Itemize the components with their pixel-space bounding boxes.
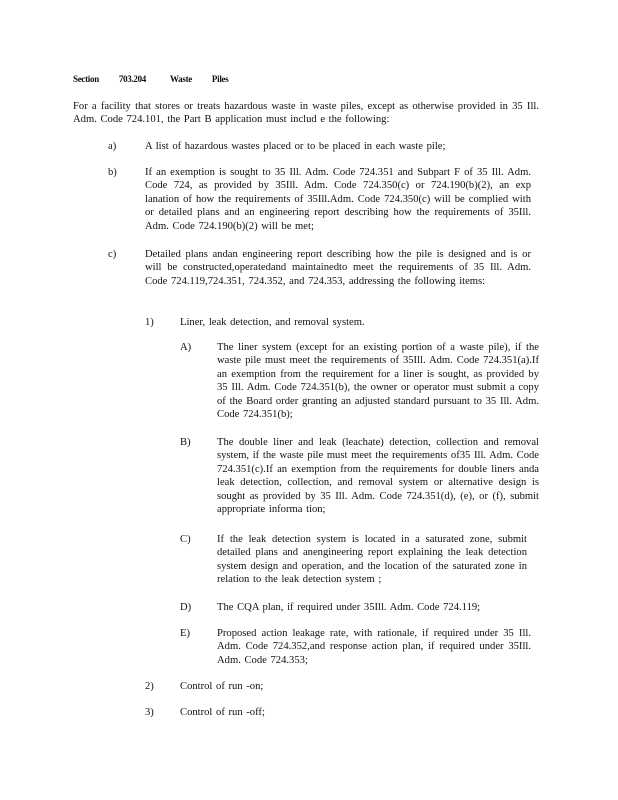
item-c1e-label: E) bbox=[180, 628, 190, 639]
section-title-word-1: Waste bbox=[169, 74, 192, 84]
item-c2-text: Control of run -on; bbox=[180, 681, 264, 692]
item-c1-text: Liner, leak detection, and removal system. bbox=[180, 317, 365, 328]
item-c-label: c) bbox=[108, 249, 117, 260]
item-c3-text: Control of run -off; bbox=[180, 707, 265, 718]
item-c1b-text: The double liner and leak (leachate) detection, collection and removal system, if the waste pile must meet the requirements of35 Ill. Adm. Code 724.351(c).If an exemption from the requirements for double liners anda leak detection, collection, and removal system or alternative design is sought as provided by 35 Ill. Adm. Code 724.351(d), (e), or (f), submit appropriate informa tion; bbox=[217, 437, 539, 516]
item-c1c-text: If the leak detection system is located in a saturated zone, submit detailed plans and anengineering report explaining the leak detection system design and operation, and the location of the saturated zone in relation to the leak detection system ; bbox=[217, 534, 527, 586]
item-c1-label: 1) bbox=[145, 317, 154, 328]
item-a-label: a) bbox=[108, 141, 117, 152]
item-c3-label: 3) bbox=[145, 707, 154, 718]
intro-paragraph: For a facility that stores or treats hazardous waste in waste piles, except as otherwise provided in 35 Ill. Adm. Code 724.101, the Part B application must includ e the following: bbox=[73, 101, 539, 126]
item-c1c-label: C) bbox=[180, 534, 191, 545]
section-word: Section bbox=[73, 74, 99, 84]
item-b-text: If an exemption is sought to 35 Ill. Adm. Code 724.351 and Subpart F of 35 Ill. Adm. Code 724, as provided by 35Ill. Adm. Code 724.350(c) or 724.190(b)(2), an exp lanation of how the requirements of 35Ill.Adm. Code 724.350(c) will be complied with or detailed plans and an engineering report describing how the requirements of 35Ill. Adm. Code 724.190(b)(2) will be met; bbox=[145, 167, 531, 232]
item-c1d-text: The CQA plan, if required under 35Ill. Adm. Code 724.119; bbox=[217, 602, 481, 613]
section-heading bbox=[73, 74, 228, 84]
section-number: 703.204 bbox=[118, 74, 147, 84]
item-c1b-label: B) bbox=[180, 437, 191, 448]
section-title-word-2: Piles bbox=[211, 74, 229, 84]
item-c1d-label: D) bbox=[180, 602, 192, 613]
item-c-text: Detailed plans andan engineering report describing how the pile is designed and is or will be constructed,operatedand maintainedto meet the requirements of 35 Ill. Adm. Code 724.119,724.351, 724.352, and 724.353, addressing the following items: bbox=[145, 249, 531, 287]
item-c1a-text: The liner system (except for an existing portion of a waste pile), if the waste pile must meet the requirements of 35Ill. Adm. Code 724.351(a).If an exemption from the requirement for a liner is sought, as provided by 35 Ill. Adm. Code 724.351(b), the owner or operator must submit a copy of the Board order granting an adjusted standard pursuant to 35 Ill. Adm. Code 724.351(b); bbox=[217, 342, 539, 421]
item-b-label: b) bbox=[108, 167, 117, 178]
item-c1a-label: A) bbox=[180, 342, 192, 353]
item-c2-label: 2) bbox=[145, 681, 154, 692]
item-a-text: A list of hazardous wastes placed or to be placed in each waste pile; bbox=[145, 141, 446, 152]
item-c1e-text: Proposed action leakage rate, with rationale, if required under 35 Ill. Adm. Code 724.352,and response action plan, if required under 35Ill. Adm. Code 724.353; bbox=[217, 628, 531, 666]
